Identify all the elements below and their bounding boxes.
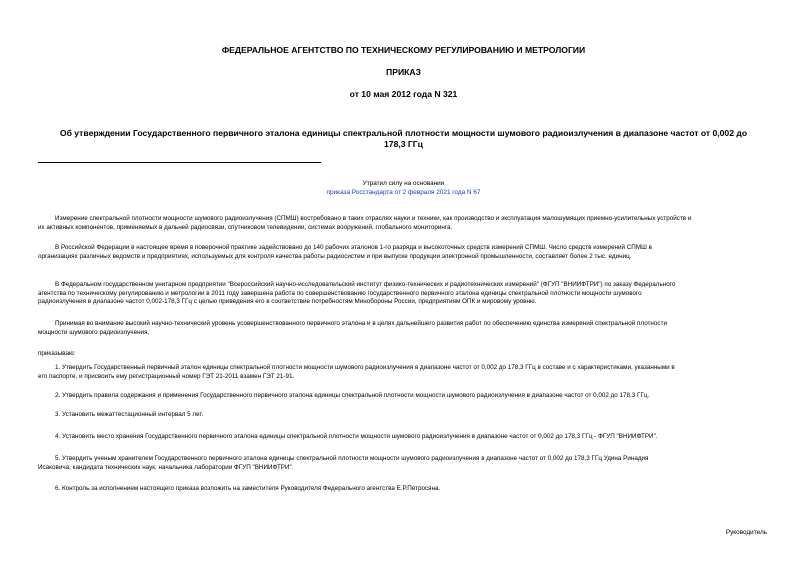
status-text: Утратил силу на основании [362,180,445,187]
paragraph-line: Исаковича, кандидата технических наук, начальника лаборатории ФГУП "ВНИИФТРИ". [38,463,294,471]
order-item-6 [38,485,768,494]
agency-title: ФЕДЕРАЛЬНОЕ АГЕНТСТВО ПО ТЕХНИЧЕСКОМУ РЕГУЛИРОВАНИЮ И МЕТРОЛОГИИ [221,45,586,55]
document-subject [40,128,767,150]
document-type: ПРИКАЗ [386,67,421,77]
signature-title: Руководитель [725,529,767,536]
paragraph-line: приказываю: [38,350,76,357]
subject-line-1: Об утверждении Государственного первичного эталона единицы спектральной плотности мощности шумового радиоизлучения в диапазоне частот от 0,002 до [59,128,748,138]
document-date: от 10 мая 2012 года N 321 [349,89,458,99]
paragraph-line: В Российской Федерации в настоящее время в поверочной практике задействовано до 140 рабочих эталонов 1-го разряда и высокоточных средств измерений СПМШ. Число средств измерений СПМШ в [55,244,652,251]
subject-line-2: 178,3 ГГц [384,139,423,149]
paragraph-1 [38,215,768,232]
separator-line [38,162,321,163]
paragraph-line: В Федеральном государственном унитарном предприятии "Всероссийский научно-исследовательский институт физико-технических и радиотехнических измерений" (ФГУП "ВНИИФТРИ") по заказу Федерального [55,281,676,288]
paragraph-line: 6. Контроль за исполнением настоящего приказа возложить на заместителя Руководителя Федерального агентства Е.Р.Петросяна. [55,485,441,492]
status-note [170,179,637,197]
repeal-order-link[interactable]: приказа Росстандарта от 2 февраля 2021 года N 67 [326,189,481,196]
paragraph-line: мощности шумового радиоизлучения, [38,328,150,336]
paragraph-line: агентства по техническому регулированию и метрологии в 2011 году завершена работа по совершенствованию государственного первичного эталона единицы спектральной плотности мощности шумового [38,289,642,297]
paragraph-2 [38,244,768,261]
paragraph-line: 4. Установить место хранения Государственного первичного эталона единицы спектральной плотности мощности шумового радиоизлучения в диапазоне частот от 0,002 до 178,3 ГГц - ФГУП "ВНИИФТРИ". [55,433,658,440]
order-item-1 [38,364,768,381]
order-item-4 [38,433,768,442]
order-item-5 [38,455,768,472]
paragraph-line: их активных компонентов, применяемых в дальней радиосвязи, спутниковом телевидении, системах вооружений, глобального мониторинга. [38,223,453,231]
paragraph-line: 2. Утвердить правила содержания и применения Государственного первичного эталона единицы спектральной плотности мощности шумового радиоизлучения в диапазоне частот от 0,002 до 178,3 ГГц. [55,392,650,399]
paragraph-line: организациях различных ведомств и предприятиях, используемых для контроля качества работы радиосистем и при выпуске продукции электронной промышленности, составляет более 2 тыс. единиц. [38,252,632,260]
paragraph-line: 3. Установить межаттестационный интервал 5 лет. [55,411,204,418]
paragraph-line: Принимая во внимание высокий научно-технический уровень усовершенствованного первичного эталона и в целях дальнейшего развития работ по обеспечению единства измерений спектральной плотности [55,320,667,327]
order-item-2 [38,392,768,401]
order-item-3 [38,411,768,420]
paragraph-4 [38,320,768,337]
paragraph-line: его паспорте, и присвоить ему регистрационный номер ГЭТ 21-2011 взамен ГЭТ 21-91. [38,372,295,380]
paragraph-line: радиоизлучения в диапазоне частот 0,002-178,3 ГГц с целью приведения его в соответствие потребностям Минобороны России, предприятиям ОПК и мировому уровню. [38,298,537,306]
paragraph-line: 5. Утвердить ученым хранителем Государственного первичного эталона единицы спектральной плотности мощности шумового радиоизлучения в диапазоне частот от 0,002 до 178,3 ГГц Удина Ринадия [55,455,649,462]
order-intro [38,350,768,359]
paragraph-3 [38,281,768,307]
paragraph-line: 1. Утвердить Государственный первичный эталон единицы спектральной плотности мощности шумового радиоизлучения в диапазоне частот от 0,002 до 178,3 ГГц в составе и с характеристиками, указанными в [55,364,675,371]
paragraph-line: Измерение спектральной плотности мощности шумового радиоизлучения (СПМШ) востребовано в таких отраслях науки и техники, как производство и эксплуатация малошумящих приемно-усилительных устройств и [55,215,692,222]
